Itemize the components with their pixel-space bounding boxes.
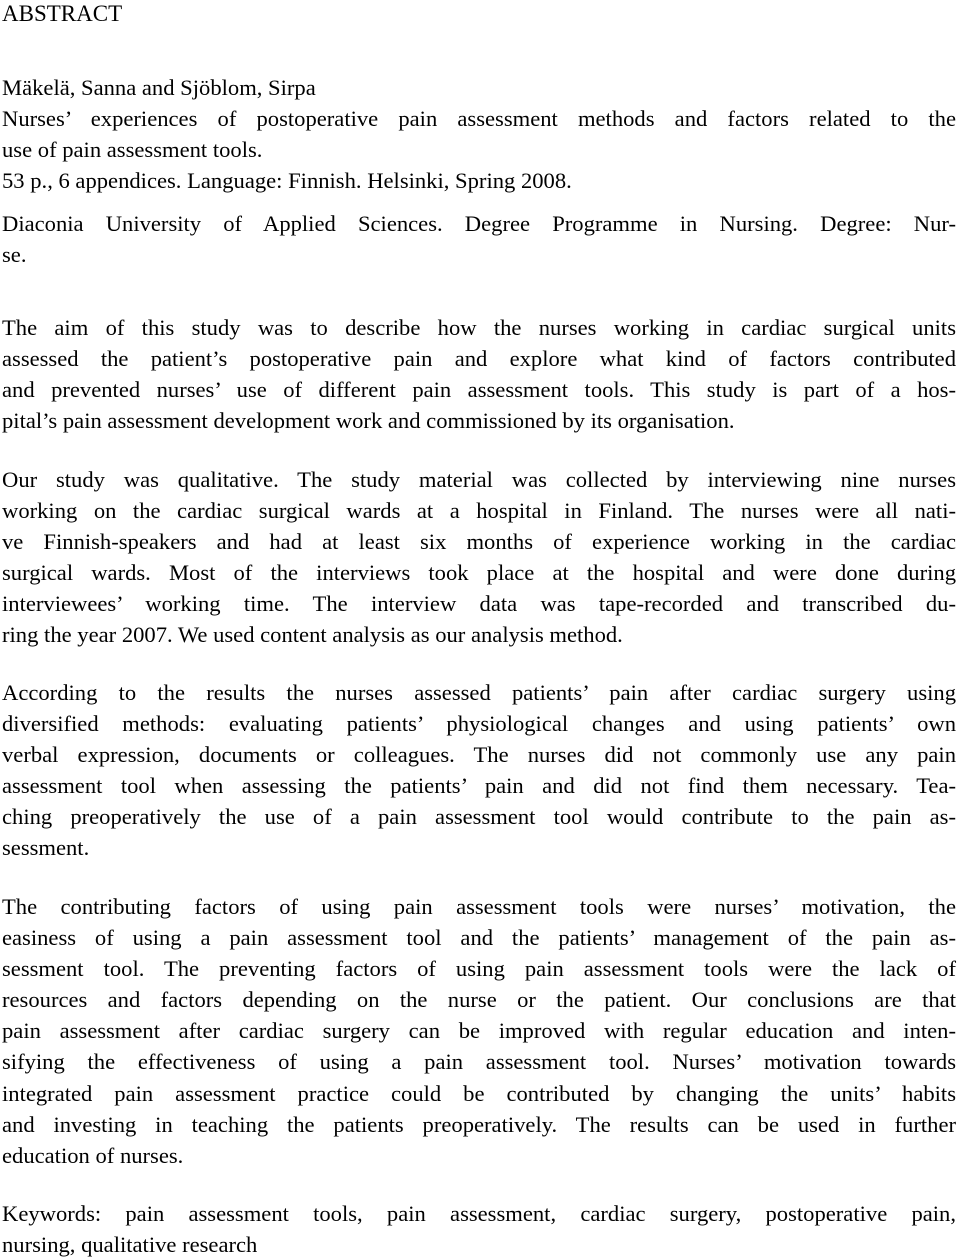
paragraph-line: pain assessment after cardiac surgery can be improved with regular education and inten- (2, 1018, 956, 1044)
thesis-title-line-1: Nurses’ experiences of postoperative pain assessment methods and factors related to the (2, 106, 956, 132)
paragraph-line: and prevented nurses’ use of different pain assessment tools. This study is part of a hos- (2, 377, 956, 403)
paragraph-line: resources and factors depending on the nurse or the patient. Our conclusions are that (2, 987, 956, 1013)
paragraph-method (2, 464, 956, 651)
paragraph-line: The aim of this study was to describe how the nurses working in cardiac surgical units (2, 315, 956, 340)
paragraph-line: ching preoperatively the use of a pain assessment tool would contribute to the pain as- (2, 804, 956, 830)
thesis-title-line-2: use of pain assessment tools. (2, 137, 263, 163)
paragraph-line: sifying the effectiveness of using a pain assessment tool. Nurses’ motivation towards (2, 1049, 956, 1075)
paragraph-line: integrated pain assessment practice could be contributed by changing the units’ habits (2, 1080, 956, 1106)
publication-info: 53 p., 6 appendices. Language: Finnish. Helsinki, Spring 2008. (2, 168, 572, 194)
paragraph-line: verbal expression, documents or colleagues. The nurses did not commonly use any pain (2, 742, 956, 768)
institution-line-2: se. (2, 242, 27, 268)
keywords-line: nursing, qualitative research (2, 1232, 258, 1258)
keywords-line: Keywords: pain assessment tools, pain assessment, cardiac surgery, postoperative pain, (2, 1201, 956, 1226)
paragraph-line: and investing in teaching the patients preoperatively. The results can be used in further (2, 1111, 956, 1137)
paragraph-line: education of nurses. (2, 1142, 184, 1168)
paragraph-line: The contributing factors of using pain assessment tools were nurses’ motivation, the (2, 894, 956, 919)
paragraph-line: sessment tool. The preventing factors of using pain assessment tools were the lack of (2, 956, 956, 982)
paragraph-conclusions (2, 891, 956, 1171)
keywords (2, 1198, 956, 1260)
paragraph-line: pital’s pain assessment development work and commissioned by its organisation. (2, 408, 735, 434)
paragraph-line: assessed the patient’s postoperative pain and explore what kind of factors contributed (2, 346, 956, 372)
paragraph-line: Our study was qualitative. The study material was collected by interviewing nine nurses (2, 467, 956, 492)
institution-line-1: Diaconia University of Applied Sciences. Degree Programme in Nursing. Degree: Nur- (2, 211, 956, 237)
paragraph-line: easiness of using a pain assessment tool and the patients’ management of the pain as- (2, 925, 956, 951)
paragraph-line: sessment. (2, 835, 90, 861)
paragraph-aim (2, 312, 956, 436)
paragraph-line: ring the year 2007. We used content analysis as our analysis method. (2, 622, 623, 648)
paragraph-line: ve Finnish-speakers and had at least six months of experience working in the cardiac (2, 529, 956, 555)
paragraph-line: assessment tool when assessing the patients’ pain and did not find them necessary. Tea- (2, 773, 956, 799)
paragraph-line: According to the results the nurses assessed patients’ pain after cardiac surgery using (2, 680, 956, 705)
authors: Mäkelä, Sanna and Sjöblom, Sirpa (2, 75, 316, 100)
paragraph-line: diversified methods: evaluating patients’ physiological changes and using patients’ own (2, 711, 956, 737)
paragraph-line: working on the cardiac surgical wards at a hospital in Finland. The nurses were all nati- (2, 498, 956, 524)
paragraph-line: interviewees’ working time. The interview data was tape-recorded and transcribed du- (2, 591, 956, 617)
bibliographic-info (2, 72, 956, 271)
abstract-heading: ABSTRACT (2, 1, 123, 26)
paragraph-line: surgical wards. Most of the interviews took place at the hospital and were done during (2, 560, 956, 586)
paragraph-results (2, 677, 956, 864)
